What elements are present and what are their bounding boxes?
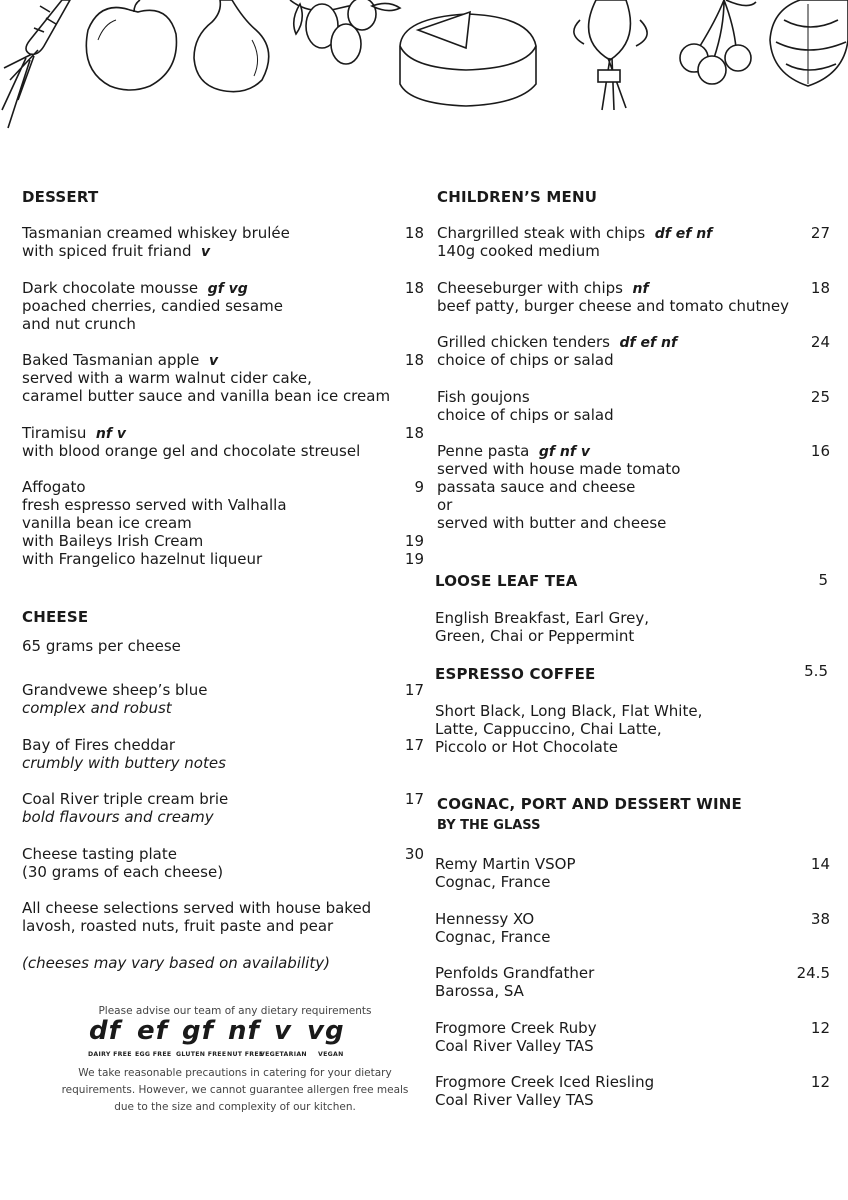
allergen-disclaimer: due to the size and complexity of our kitchen. — [114, 1101, 356, 1113]
cheese-item-name: Bay of Fires cheddar — [22, 736, 176, 754]
kids-item-desc: served with house made tomato — [437, 460, 681, 478]
wine-item-price: 12 — [810, 1019, 830, 1037]
dietary-tag: v — [201, 244, 211, 260]
dietary-tag: v — [208, 353, 219, 369]
wine-subheading: BY THE GLASS — [437, 818, 541, 833]
dessert-item-price: 18 — [404, 279, 424, 297]
dietary-code-label: VEGAN — [318, 1051, 344, 1058]
kids-item-desc: beef patty, burger cheese and tomato chutney — [437, 297, 789, 315]
dessert-item-option-price: 19 — [404, 532, 424, 550]
cheese-item-name: Grandvewe sheep’s blue — [22, 681, 208, 699]
dessert-item-desc: with blood orange gel and chocolate streusel — [22, 442, 361, 460]
kids-item-desc: choice of chips or salad — [437, 406, 614, 424]
wine-item-name: Remy Martin VSOP — [435, 855, 576, 873]
kids-item-desc: passata sauce and cheese — [437, 478, 636, 496]
dietary-tag: nf v — [95, 426, 126, 442]
dietary-code-label: DAIRY FREE — [88, 1051, 132, 1058]
cheese-item-name: Coal River triple cream brie — [22, 790, 229, 808]
dessert-item-price: 18 — [404, 351, 424, 369]
tea-heading: LOOSE LEAF TEA — [435, 572, 578, 590]
dietary-advise: Please advise our team of any dietary requirements — [98, 1005, 372, 1017]
wine-item-price: 14 — [810, 855, 830, 873]
carrot-icon — [2, 0, 70, 128]
apple-icon — [86, 0, 176, 90]
dessert-item-name: Affogato — [22, 478, 86, 496]
kids-item-price: 24 — [810, 333, 830, 351]
dietary-code-label: VEGETARIAN — [260, 1051, 307, 1058]
dessert-item-price: 18 — [404, 224, 424, 242]
coffee-desc: Latte, Cappuccino, Chai Latte, — [435, 720, 662, 738]
wine-item-origin: Coal River Valley TAS — [435, 1037, 594, 1055]
coffee-desc: Short Black, Long Black, Flat White, — [435, 702, 703, 720]
kids-item-name: Penne pasta gf nf v — [437, 442, 590, 460]
dietary-code: vg — [307, 1016, 345, 1046]
dessert-heading: DESSERT — [22, 188, 99, 206]
allergen-disclaimer: requirements. However, we cannot guarantee allergen free meals — [61, 1084, 409, 1096]
cheese-item-desc: bold flavours and creamy — [22, 808, 214, 826]
dietary-tag: gf vg — [207, 281, 248, 297]
herb-bunch-icon — [574, 0, 647, 110]
dietary-code-label: EGG FREE — [135, 1051, 172, 1058]
kids-item-desc: or — [437, 496, 453, 514]
dietary-code-label: NUT FREE — [227, 1051, 264, 1058]
cheese-intro: 65 grams per cheese — [22, 637, 181, 655]
wine-item-name: Frogmore Creek Ruby — [435, 1019, 597, 1037]
wine-item-price: 38 — [810, 910, 830, 928]
dietary-tag: df ef nf — [619, 335, 678, 351]
dietary-code: ef — [137, 1016, 168, 1046]
pear-icon — [194, 0, 269, 92]
wine-item-name: Penfolds Grandfather — [435, 964, 595, 982]
cheese-item-price: 17 — [404, 790, 424, 808]
kids-item-desc: 140g cooked medium — [437, 242, 600, 260]
dessert-item-desc: with spiced fruit friand v — [22, 242, 211, 260]
dessert-item-price: 18 — [404, 424, 424, 442]
cheese-wheel-icon — [400, 12, 536, 106]
coffee-price: 5.5 — [804, 662, 828, 680]
cheese-item-price: 17 — [404, 681, 424, 699]
cheese-item-name: Cheese tasting plate — [22, 845, 177, 863]
dessert-item-name: Tasmanian creamed whiskey brulée — [22, 224, 290, 242]
kids-item-price: 18 — [810, 279, 830, 297]
dessert-item-desc: served with a warm walnut cider cake, — [22, 369, 312, 387]
dessert-item-desc: fresh espresso served with Valhalla — [22, 496, 287, 514]
dietary-code-label: GLUTEN FREE — [176, 1051, 227, 1058]
cheese-heading: CHEESE — [22, 608, 89, 626]
dessert-item-desc: and nut crunch — [22, 315, 136, 333]
dietary-tag: nf — [632, 281, 649, 297]
hops-icon — [770, 0, 848, 86]
cheese-item-price: 17 — [404, 736, 424, 754]
kids-item-name: Grilled chicken tenders df ef nf — [437, 333, 678, 351]
wine-item-origin: Cognac, France — [435, 873, 551, 891]
dietary-tag: gf nf v — [538, 444, 590, 460]
dessert-item-name: Tiramisu nf v — [22, 424, 126, 442]
allergen-disclaimer: We take reasonable precautions in catering for your dietary — [78, 1067, 392, 1079]
wine-item-origin: Coal River Valley TAS — [435, 1091, 594, 1109]
coffee-heading: ESPRESSO COFFEE — [435, 665, 596, 683]
wine-item-price: 12 — [810, 1073, 830, 1091]
wine-item-name: Hennessy XO — [435, 910, 535, 928]
dessert-item-desc: caramel butter sauce and vanilla bean ice cream — [22, 387, 391, 405]
food-illustration-banner — [0, 0, 848, 150]
childrens-menu-heading: CHILDREN’S MENU — [437, 188, 598, 206]
wine-item-price: 24.5 — [796, 964, 830, 982]
dessert-item-desc: poached cherries, candied sesame — [22, 297, 284, 315]
cheese-availability-note: (cheeses may vary based on availability) — [22, 954, 330, 972]
dessert-item-option: with Baileys Irish Cream — [22, 532, 204, 550]
dietary-code: v — [274, 1016, 292, 1046]
kids-item-name: Cheeseburger with chips nf — [437, 279, 649, 297]
dessert-item-name: Baked Tasmanian apple v — [22, 351, 219, 369]
kids-item-name: Fish goujons — [437, 388, 530, 406]
olives-icon — [290, 0, 400, 64]
kids-item-price: 25 — [810, 388, 830, 406]
cheese-item-price: 30 — [404, 845, 424, 863]
cheese-served-with: lavosh, roasted nuts, fruit paste and pear — [22, 917, 334, 935]
cheese-served-with: All cheese selections served with house baked — [22, 899, 372, 917]
wine-heading: COGNAC, PORT AND DESSERT WINE — [437, 795, 743, 813]
kids-item-price: 27 — [810, 224, 830, 242]
dietary-code: nf — [228, 1016, 260, 1046]
wine-item-origin: Barossa, SA — [435, 982, 524, 1000]
cherries-icon — [680, 0, 756, 84]
kids-item-desc: choice of chips or salad — [437, 351, 614, 369]
cheese-item-desc: complex and robust — [22, 699, 172, 717]
tea-desc: English Breakfast, Earl Grey, — [435, 609, 649, 627]
dessert-item-option-price: 19 — [404, 550, 424, 568]
dessert-item-option: with Frangelico hazelnut liqueur — [22, 550, 263, 568]
dietary-code: df — [89, 1016, 121, 1046]
dessert-item-name: Dark chocolate mousse gf vg — [22, 279, 248, 297]
kids-item-name: Chargrilled steak with chips df ef nf — [437, 224, 713, 242]
cheese-item-desc: (30 grams of each cheese) — [22, 863, 224, 881]
dietary-tag: df ef nf — [654, 226, 713, 242]
tea-price: 5 — [818, 571, 828, 589]
tea-desc: Green, Chai or Peppermint — [435, 627, 635, 645]
dietary-code: gf — [182, 1016, 214, 1046]
dessert-item-desc: vanilla bean ice cream — [22, 514, 192, 532]
dessert-item-price: 9 — [414, 478, 424, 496]
kids-item-desc: served with butter and cheese — [437, 514, 667, 532]
cheese-item-desc: crumbly with buttery notes — [22, 754, 226, 772]
coffee-desc: Piccolo or Hot Chocolate — [435, 738, 618, 756]
kids-item-price: 16 — [810, 442, 830, 460]
wine-item-origin: Cognac, France — [435, 928, 551, 946]
wine-item-name: Frogmore Creek Iced Riesling — [435, 1073, 655, 1091]
